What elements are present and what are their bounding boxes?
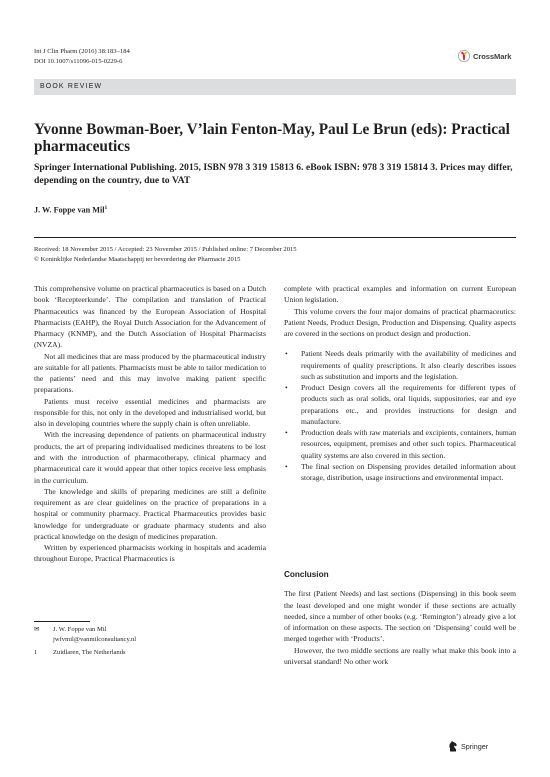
crossmark-label: CrossMark	[473, 51, 512, 61]
affiliation-mark: 1	[34, 649, 38, 656]
article-title: Yvonne Bowman-Boer, V’lain Fenton-May, Paul Le Brun (eds): Practical pharmaceutics	[34, 121, 510, 155]
paragraph: With the increasing dependence of patients on pharmaceutical industry products, the art of preparing individualised medicines threatens to be lost and with the introduction of pharmacotherapy, clinical pharmacy and pharmaceutical care it would appear that other topics receive less emphasis in the curriculum.	[34, 430, 266, 485]
bullet-icon: •	[285, 383, 288, 393]
bullet-icon: •	[285, 428, 288, 438]
section-heading: Conclusion	[284, 570, 329, 579]
article-dates	[34, 245, 297, 265]
contact-name: J. W. Foppe van Mil	[53, 626, 107, 633]
copyright-line: © Koninklijke Nederlandse Maatschappij ter bevordering der Pharmacie 2015	[34, 256, 241, 264]
footnote-divider	[34, 621, 90, 622]
journal-header	[34, 47, 130, 66]
publisher-name: Springer	[461, 741, 489, 751]
list-item	[284, 382, 516, 427]
journal-citation: Int J Clin Pharm (2016) 38:183–184	[34, 48, 130, 55]
springer-knight-icon	[448, 740, 458, 752]
author-line	[34, 205, 107, 215]
doi: DOI 10.1007/s11096-015-0229-6	[34, 57, 123, 65]
paragraph: complete with practical examples and information on current European Union legislation.	[284, 284, 516, 305]
paragraph: Not all medicines that are mass produced by the pharmaceutical industry are suitable for all patients. Pharmacists must be able to tailor medication to the patients’ need and this may involve making patient specific preparations.	[34, 351, 266, 395]
crossmark-icon	[458, 50, 470, 62]
list-item-text: Production deals with raw materials and excipients, containers, human resources, equipment, premises and other such topics. Pharmaceutical quality systems are also covered in this section.	[301, 428, 516, 460]
paragraph: The first (Patient Needs) and last sections (Dispensing) in this book seem the least developed and one might wonder if these sections are actually needed, since a number of other books (e.g. ‘Remington’) already give a lot of information on these aspects. The section on ‘Dispensing’ could well be merged together with ‘Products’.	[284, 589, 516, 644]
list-item	[284, 461, 516, 484]
crossmark-badge[interactable]	[458, 50, 518, 62]
list-item	[284, 348, 516, 382]
bullet-icon: •	[285, 349, 288, 359]
list-item-text: Patient Needs deals primarily with the availability of medicines and requirements of quality prescriptions. It also clearly describes issues such as substitution and imports and the legislation.	[301, 349, 516, 381]
right-column	[284, 283, 516, 484]
author-affiliation-mark: 1	[104, 205, 108, 211]
paragraph: This volume covers the four major domains of practical pharmaceutics: Patient Needs, Product Design, Production and Dispensing. Quality aspects are covered in the sections on product design and production.	[284, 306, 516, 339]
list-item	[284, 427, 516, 461]
affiliation-text: Zuidlaren, The Netherlands	[53, 649, 126, 656]
paragraph: However, the two middle sections are really what make this book into a universal standard! No other work	[284, 645, 516, 666]
paragraph: This comprehensive volume on practical pharmaceutics is based on a Dutch book ‘Recepteerkunde’. The compilation and translation of Practical Pharmaceutics was financed by the European Association of Hospital Pharmacists (EAHP), the Royal Dutch Association for the Advancement of Pharmacy (KNMP), and the Dutch Association of Hospital Pharmacists (NVZA).	[34, 284, 266, 350]
bullet-icon: •	[285, 461, 288, 471]
footnote-affiliation	[34, 648, 266, 660]
paragraph: Written by experienced pharmacists working in hospitals and academia throughout Europe, Practical Pharmaceutics is	[34, 543, 266, 564]
domain-list	[284, 348, 516, 483]
list-item-text: Product Design covers all the requirements for different types of products such as oral solids, oral liquids, suppositories, ear and eye preparations etc., and provides instructions for design and manufacture.	[301, 383, 516, 426]
left-column	[34, 283, 266, 565]
paragraph: Patients must receive essential medicines and pharmacists are responsible for this, not only in the developed and industrialised world, but also in developing countries where the supply chain is often unreliable.	[34, 396, 266, 429]
contact-email[interactable]: jwfvmil@vanmilconsultancy.nl	[53, 636, 137, 644]
author-name[interactable]: J. W. Foppe van Mil	[34, 205, 105, 215]
publisher-logo	[448, 740, 488, 752]
paragraph: The knowledge and skills of preparing medicines are still a definite requirement as are clear guidelines on the practice of preparations in a hospital or community pharmacy. Practical Pharmaceutics provides basic knowledge for undergraduate or graduate pharmacy students and also practical knowledge on the design of medicines preparation.	[34, 486, 266, 541]
list-item-text: The final section on Dispensing provides detailed information about storage, distribution, usage instructions and environmental impact.	[301, 461, 516, 483]
section-label: BOOK REVIEW	[34, 79, 516, 95]
history-dates: Received: 18 November 2015 / Accepted: 23 November 2015 / Published online: 7 December 2015	[34, 246, 297, 253]
envelope-icon: ✉	[34, 626, 40, 633]
divider-top	[34, 237, 516, 238]
contact-block	[53, 625, 136, 646]
conclusion-section	[284, 569, 516, 667]
article-subtitle: Springer International Publishing. 2015, ISBN 978 3 319 15813 6. eBook ISBN: 978 3 319 15814 3. Prices may differ, depending on the country, due to VAT	[34, 162, 513, 186]
